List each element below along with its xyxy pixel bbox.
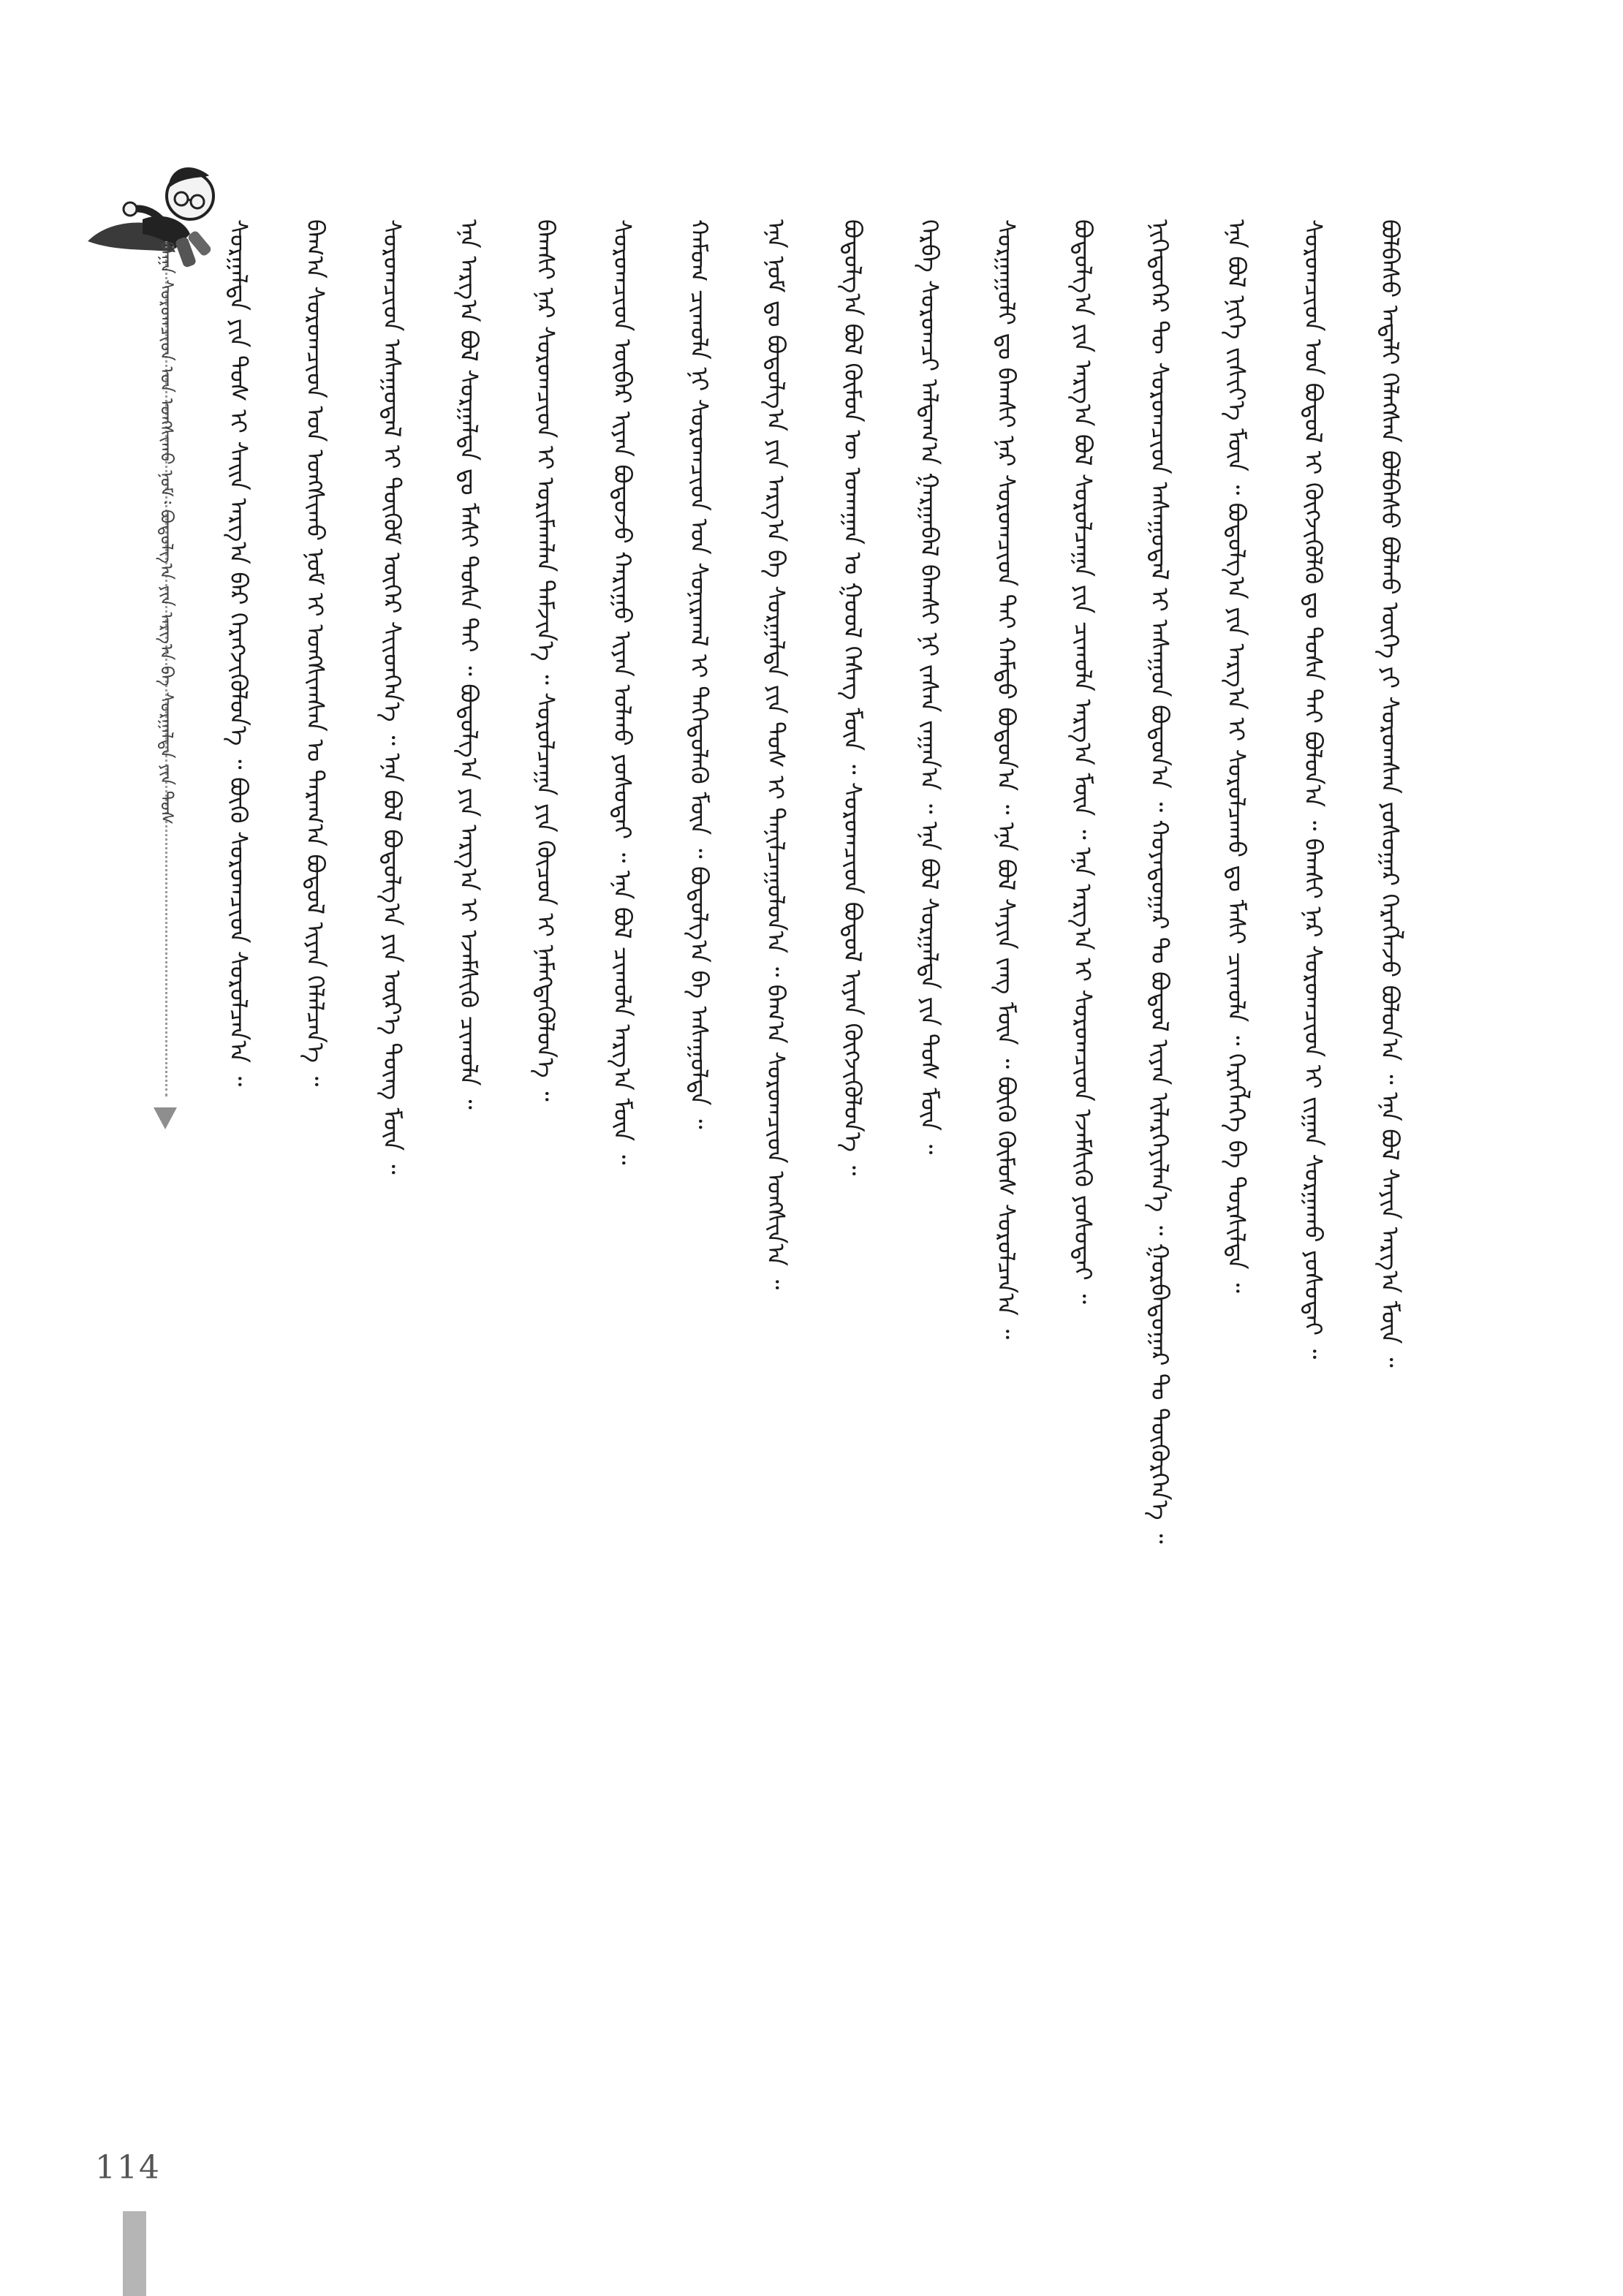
text-column: ᠪᠣᠳᠤᠯᠭ᠎ᠠ ᠪᠣᠯ ᠬᠦᠮᠦᠨ ᠦ ᠤᠬᠠᠭᠠᠨ ᠤ ᠭᠣᠣᠯ ᠬᠡᠰᠡᠭ ᠮᠥᠨ ᠃ ᠰᠤᠷᠤᠭᠴᠢᠳ ᠪᠣᠳᠤᠯ ᠢᠶᠠᠨ ᠬᠥᠭᠵᠢᠭᠦᠯᠦᠨ᠎ᠡ ᠃ xyxy=(839,219,867,1176)
text-column: ᠰᠤᠷᠭᠠᠭᠤᠯᠢ ᠳᠤ ᠪᠠᠭᠰᠢ ᠨᠠᠷ ᠰᠤᠷᠤᠭᠴᠢᠳ ᠲᠠᠢ ᠬᠠᠮᠲᠤ ᠪᠣᠳᠤᠨ᠎ᠠ ᠃ ᠡᠨᠡ ᠪᠣᠯ ᠰᠠᠶᠢᠨ ᠵᠠᠩ ᠮᠥᠨ ᠃ ᠪᠦᠬᠦ ᠬᠦᠮᠦᠰ ᠰᠤᠷᠤᠯᠴᠠᠨ᠎ᠠ ᠃ xyxy=(992,219,1021,1340)
page-edge-tab xyxy=(123,2211,146,2296)
text-column: ᠰᠤᠷᠤᠭᠴᠢᠳ ᠥᠪᠡᠷ ᠢᠶᠡᠨ ᠪᠣᠳᠤᠵᠤ ᠬᠠᠷᠢᠭᠤ ᠢᠶᠠᠨ ᠣᠯᠬᠤ ᠶᠣᠰᠤᠲᠠᠢ ᠃ ᠡᠨᠡ ᠪᠣᠯ ᠴᠢᠬᠤᠯᠠ ᠠᠷᠭ᠎ᠠ ᠮᠥᠨ ᠃ xyxy=(608,219,637,1165)
mascot-illustration xyxy=(66,132,219,278)
text-column: ᠪᠠᠭ᠎ᠠ ᠰᠤᠷᠤᠭᠴᠢᠳ ᠤᠨ ᠤᠩᠰᠢᠬᠤ ᠨᠣᠮ ᠢ ᠤᠩᠰᠢᠭᠰᠠᠨ ᠤ ᠳᠠᠷᠠᠭ᠎ᠠ ᠪᠣᠳᠤᠯ ᠢᠶᠠᠨ ᠬᠡᠯᠡᠯᠴᠡᠨ᠎ᠡ ᠃ xyxy=(301,219,330,1087)
text-column: ᠪᠠᠭᠰᠢ ᠨᠠᠷ ᠰᠤᠷᠤᠭᠴᠢᠳ ᠢ ᠤᠷᠢᠮᠠᠭᠯᠠᠨ ᠳᠡᠮᠵᠢᠨ᠎ᠡ ᠃ ᠰᠤᠷᠤᠯᠴᠠᠭᠠ ᠶᠢᠨ ᠬᠦᠴᠦᠨ ᠢ ᠨᠡᠮᠡᠭᠳᠡᠭᠦᠯᠦᠨ᠎ᠡ ᠃ xyxy=(531,219,560,1102)
text-column: ᠰᠤᠷᠤᠭᠴᠢᠳ ᠤᠨ ᠪᠣᠳᠤᠯ ᠢ ᠬᠥᠭᠵᠢᠭᠦᠯᠬᠦ ᠳᠤ ᠲᠤᠰᠠ ᠲᠠᠢ ᠪᠣᠯᠤᠨ᠎ᠠ ᠃ ᠪᠠᠭᠰᠢ ᠨᠠᠷ ᠰᠤᠷᠤᠭᠴᠢᠳ ᠢ ᠵᠢᠭᠠᠨ ᠰᠤᠷᠭᠠᠬᠤ ᠶᠣᠰᠤᠲᠠᠢ ᠃ xyxy=(1299,219,1328,1360)
text-column: ᠪᠣᠳᠤᠯᠭ᠎ᠠ ᠶᠢᠨ ᠠᠷᠭ᠎ᠠ ᠪᠣᠯ ᠰᠤᠷᠤᠯᠴᠠᠭᠠ ᠶᠢᠨ ᠴᠢᠬᠤᠯᠠ ᠠᠷᠭ᠎ᠠ ᠮᠥᠨ ᠃ ᠡᠨᠡ ᠠᠷᠭ᠎ᠠ ᠢ ᠰᠤᠷᠤᠭᠴᠢᠳ ᠡᠵᠡᠮᠰᠢᠬᠦ ᠶᠣᠰᠤᠲᠠᠢ ᠃ xyxy=(1069,219,1097,1304)
text-column: ᠡᠨᠡ ᠪᠣᠯ ᠨᠢᠭᠡ ᠵᠢᠰᠢᠶ᠎ᠡ ᠮᠥᠨ ᠃ ᠪᠣᠳᠤᠯᠭ᠎ᠠ ᠶᠢᠨ ᠠᠷᠭ᠎ᠠ ᠢ ᠰᠤᠷᠤᠯᠴᠠᠬᠤ ᠳᠤ ᠮᠠᠰᠢ ᠴᠢᠬᠤᠯᠠ ᠃ ᠬᠡᠷᠡᠭᠯᠡᠭᠡ ᠪᠠ ᠲᠤᠷᠰᠢᠯᠲᠠ ᠃ xyxy=(1222,219,1251,1293)
body-text xyxy=(219,219,1462,2164)
running-header xyxy=(146,241,190,1323)
running-header-title: ᠪᠠᠭᠠ ᠰᠤᠷᠤᠭᠴᠢᠳ ᠤᠨ ᠤᠩᠰᠢᠬᠤ ᠨᠣᠮ᠄ ᠪᠣᠳᠤᠯᠭ᠎ᠠ ᠶᠢᠨ ᠠᠷᠭ᠎ᠠ ᠪᠠ ᠰᠤᠷᠭᠠᠯᠲᠠ ᠶᠢᠨ ᠲᠤᠰ xyxy=(156,241,177,825)
text-column: ᠡᠨᠡ ᠠᠷᠭ᠎ᠠ ᠪᠣᠯ ᠰᠤᠷᠭᠠᠯᠲᠠ ᠳᠤ ᠮᠠᠰᠢ ᠲᠤᠰᠠ ᠲᠠᠢ ᠃ ᠪᠣᠳᠤᠯᠭ᠎ᠠ ᠶᠢᠨ ᠠᠷᠭ᠎ᠠ ᠢ ᠡᠵᠡᠮᠰᠢᠬᠦ ᠴᠢᠬᠤᠯᠠ ᠃ xyxy=(455,219,483,1110)
page-number: 114 xyxy=(95,2149,161,2186)
text-column: ᠨᠢᠭᠡᠳᠦᠭᠡᠷ ᠲᠦ ᠰᠤᠷᠤᠭᠴᠢᠳ ᠠᠰᠠᠭᠤᠳᠠᠯ ᠢ ᠠᠰᠠᠭᠤᠨ ᠪᠣᠳᠤᠨ᠎ᠠ ᠃ ᠬᠣᠶᠠᠳᠤᠭᠠᠷ ᠲᠤ ᠪᠣᠳᠤᠯ ᠢᠶᠠᠨ ᠢᠯᠡᠷᠬᠡᠶᠢᠯᠡᠨ᠎ᠡ ᠃ ᠭᠤᠷᠪᠠᠳᠤᠭᠠᠷ ᠲᠤ ᠳᠦᠭᠦᠷᠭᠡᠨ᠎ᠡ ᠃ xyxy=(1146,219,1174,1544)
text-column: ᠬᠠᠮᠤᠭ ᠴᠢᠬᠤᠯᠠ ᠨᠢ ᠰᠤᠷᠤᠭᠴᠢᠳ ᠤᠨ ᠰᠣᠨᠢᠷᠬᠠᠯ ᠢ ᠳᠡᠭᠡᠳᠦᠯᠡᠬᠦ ᠮᠥᠨ ᠃ ᠪᠣᠳᠤᠯᠭ᠎ᠠ ᠪᠠ ᠠᠰᠠᠭᠤᠯᠲᠠ ᠃ xyxy=(685,219,714,1129)
text-column: ᠬᠡᠷᠪᠡ ᠰᠤᠷᠤᠭᠴᠢ ᠠᠯᠳᠠᠭ᠎ᠠ ᠭᠠᠷᠭᠠᠪᠠᠯ ᠪᠠᠭᠰᠢ ᠨᠢ ᠵᠠᠰᠠᠨ ᠵᠠᠭᠠᠨ᠎ᠠ ᠃ ᠡᠨᠡ ᠪᠣᠯ ᠰᠤᠷᠭᠠᠯᠲᠠ ᠶᠢᠨ ᠲᠤᠰ ᠮᠥᠨ ᠃ xyxy=(915,219,944,1155)
text-column: ᠰᠤᠷᠭᠠᠯᠲᠠ ᠶᠢᠨ ᠲᠤᠰ ᠢ ᠰᠠᠢᠨ ᠠᠷᠭ᠎ᠠ ᠪᠠᠷ ᠬᠡᠷᠡᠭᠵᠢᠭᠦᠯᠦᠨ᠎ᠡ ᠃ ᠪᠦᠬᠦ ᠰᠤᠷᠤᠭᠴᠢᠳ ᠰᠤᠷᠤᠯᠴᠠᠨ᠎ᠠ ᠃ xyxy=(224,219,253,1087)
text-column: ᠡᠨᠡ ᠨᠣᠮ ᠳᠤ ᠪᠣᠳᠤᠯᠭ᠎ᠠ ᠶᠢᠨ ᠠᠷᠭ᠎ᠠ ᠪᠠ ᠰᠤᠷᠭᠠᠯᠲᠠ ᠶᠢᠨ ᠲᠤᠰ ᠢ ᠲᠠᠨᠢᠯᠴᠠᠭᠤᠯᠤᠨ᠎ᠠ ᠃ ᠪᠠᠭ᠎ᠠ ᠰᠤᠷᠤᠭᠴᠢᠳ ᠤᠩᠰᠢᠨ᠎ᠠ ᠃ xyxy=(762,219,790,1290)
text-column: ᠪᠣᠯᠪᠠᠰᠤ ᠠᠳᠠᠯᠢ ᠬᠡᠯᠡᠭᠰᠡᠨ ᠪᠣᠯᠪᠠᠰᠤ ᠪᠣᠯᠬᠤ ᠦᠭᠡ ᠶᠢ ᠰᠤᠷᠤᠭᠰᠠᠨ ᠶᠣᠰᠤᠭᠠᠷ ᠬᠡᠷᠡᠭᠯᠡᠵᠦ ᠪᠣᠯᠤᠨ᠎ᠠ ᠃ ᠡᠨᠡ ᠪᠣᠯ ᠰᠠᠶᠢᠨ ᠠᠷᠭ᠎ᠠ ᠮᠥᠨ ᠃ xyxy=(1376,219,1404,1368)
text-column: ᠰᠤᠷᠤᠭᠴᠢᠳ ᠠᠰᠠᠭᠤᠳᠠᠯ ᠢ ᠳᠦᠭᠦᠮ ᠦᠭᠡᠷ ᠰᠢᠢᠳᠬᠡᠨ᠎ᠡ ᠃ ᠡᠨᠡ ᠪᠣᠯ ᠪᠣᠳᠤᠯᠭ᠎ᠠ ᠶᠢᠨ ᠦᠷ᠎ᠡ ᠳᠦᠩ ᠮᠥᠨ ᠃ xyxy=(378,219,406,1175)
